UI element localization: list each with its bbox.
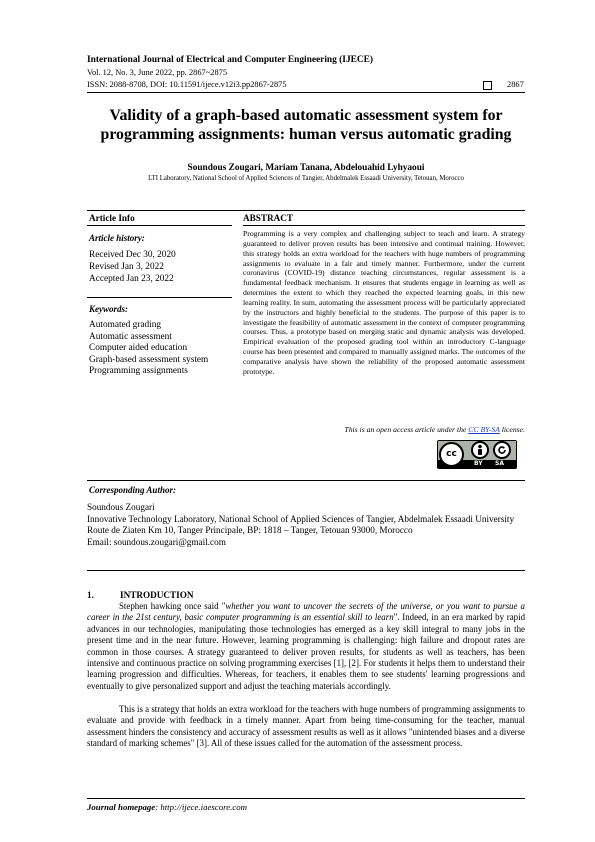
keyword-item: Computer aided education (89, 343, 188, 354)
section-heading (87, 590, 194, 600)
keyword-item: Automated grading (89, 320, 162, 330)
intro-paragraph-1 (87, 601, 525, 692)
corresponding-email: Email: soundous.zougari@gmail.com (87, 537, 226, 548)
corresponding-block (87, 502, 525, 549)
history-heading: Article history: (89, 233, 145, 243)
cc-license-badge[interactable] (437, 440, 517, 469)
issn-doi: ISSN: 2088-8708, DOI: 10.11591/ijece.v12i3.pp2867-2875 (87, 80, 287, 89)
by-label: BY (474, 460, 483, 467)
p1-before-quote: Stephen hawking once said " (119, 601, 226, 611)
square-icon (483, 81, 492, 90)
accepted-date: Accepted Jan 23, 2022 (89, 274, 174, 284)
volume-info: Vol. 12, No. 3, June 2022, pp. 2867~2875 (87, 68, 228, 77)
p2-text: This is a strategy that holds an extra workload for the teachers with huge numbers of programming assignments to evaluate and provide with feedback in a timely manner. Apart from being time-consuming for the teacher, manual assessment hinders the consistency and accuracy of assessment results as well as it allows "unintended biases and a diverse standard of marking schemes" [3]. All of these issues called for the automation of the assessment process. (87, 704, 525, 749)
paper-title (87, 106, 525, 144)
homepage-url[interactable]: : http://ijece.iaescore.com (155, 802, 247, 812)
info-top-rule (87, 210, 525, 211)
title-line-1: Validity of a graph-based automatic assessment system for (109, 107, 503, 124)
corresponding-affiliation: Innovative Technology Laboratory, National School of Applied Sciences of Tangier, Abdelmalek Essaadi University (87, 513, 515, 524)
corresponding-top-rule (87, 480, 525, 481)
info-left-rule (87, 225, 232, 226)
title-line-2: programming assignments: human versus automatic grading (100, 126, 512, 143)
section-number: 1. (87, 590, 94, 600)
oa-suffix: license. (501, 425, 525, 434)
authors: Soundous Zougari, Mariam Tanana, Abdelouahid Lyhyaoui (187, 163, 425, 173)
share-alike-icon (493, 441, 511, 459)
corresponding-heading: Corresponding Author: (89, 485, 176, 495)
article-info-heading: Article Info (89, 213, 135, 223)
abstract-heading: ABSTRACT (243, 213, 294, 223)
keywords-rule (87, 297, 232, 298)
received-date: Received Dec 30, 2020 (89, 250, 176, 260)
keyword-item: Programming assignments (89, 366, 188, 377)
header-rule (87, 92, 525, 93)
keyword-item: Graph-based assessment system (89, 354, 209, 365)
keyword-item: Automatic assessment (89, 331, 172, 342)
journal-name: International Journal of Electrical and Computer Engineering (IJECE) (87, 55, 374, 65)
keywords-list (89, 320, 208, 378)
affiliation: LTI Laboratory, National School of Applied Sciences of Tangier, Abdelmalek Essaadi University, Tetouan, Morocco (148, 175, 464, 182)
abstract-rule (243, 225, 525, 226)
p1-after-quote: ". Indeed, in an era marked by rapid advances in our technologies, manipulating those technologies has emerged as a key skill integral to many jobs in the present time and in the near future. However, learning programming is challenging: high failure and dropout rates are common in those courses. A strategy guaranteed to deliver proven results, for students as well as teachers, has been intensive and continuous practice on solving programming exercises [1], [2]. For students it helps them to understand their learning progression and difficulties. Whereas, for teachers, it enables them to see students' learning progressions and eventually to give personalized support and adjust the teaching materials accordingly. (87, 612, 526, 691)
cc-icon: cc (439, 442, 464, 467)
page-number: 2867 (507, 80, 524, 89)
journal-homepage (87, 802, 247, 812)
person-glyph (473, 443, 487, 457)
p1-quote: whether you want to uncover the secrets of the universe, or you want to pursue a career in the 21st century, basic computer programming is an essential skill to learn (87, 601, 525, 623)
cc-by-sa-link[interactable]: CC BY-SA (468, 425, 500, 434)
person-icon (471, 441, 489, 459)
corresponding-name: Soundous Zougari (87, 502, 155, 512)
corresponding-address: Route de Ziaten Km 10, Tanger Principale, BP: 1818 – Tanger, Tetouan 93000, Morocco (87, 525, 413, 536)
sa-label: SA (495, 460, 504, 467)
section-title: INTRODUCTION (120, 590, 194, 600)
homepage-label: Journal homepage (87, 802, 156, 812)
intro-paragraph-2 (87, 704, 525, 750)
footer-rule (87, 798, 525, 799)
abstract-text: Programming is a very complex and challenging subject to teach and learn. A strategy guaranteed to deliver proven results has been intensive and continual training. However, this strategy holds an extra workload for the teachers with huge numbers of programming assignments to evaluate in a fair and timely manner. Furthermore, under the current coronavirus (COVID-19) distance teaching circumstances, regular assessment is a fundamental feedback mechanism. It ensures that students engage in learning as well as determines the extent to which they reached the expected learning goals, in this new learning reality. In sum, automating the assessment process will be particularly appreciated by the instructors and highly beneficial to the students. The purpose of this paper is to investigate the feasibility of automatic assessment in the context of computer programming courses. Thus, a prototype based on merging static and dynamic analysis was developed. Empirical evaluation of the proposed grading tool within an introductory C-language course has been presented and compared to manually assigned marks. The outcomes of the comparative analysis have shown the reliability of the proposed automatic assessment prototype. (243, 229, 525, 376)
corresponding-bottom-rule (87, 570, 525, 571)
open-access-note (243, 425, 525, 434)
keywords-heading: Keywords: (89, 304, 128, 314)
oa-prefix: This is an open access article under the (344, 425, 467, 434)
share-alike-glyph (495, 443, 509, 457)
revised-date: Revised Jan 3, 2022 (89, 262, 164, 272)
